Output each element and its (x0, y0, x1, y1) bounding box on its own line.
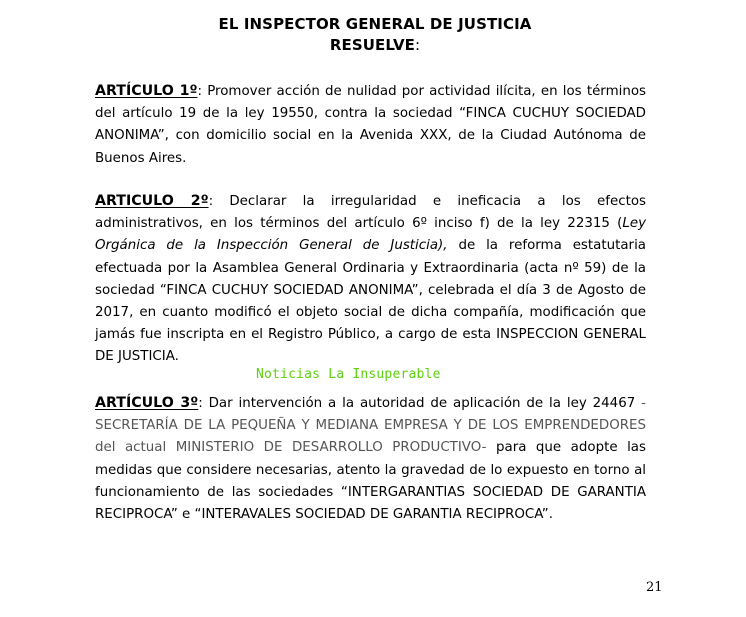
article-3-secretariat: -SECRETARÍA DE LA PEQUEÑA Y MEDIANA EMPRESA Y DE LOS EMPRENDEDORES del actual MINISTERIO DE DESARROLLO PRODUCTIVO- (95, 396, 646, 456)
article-2-text-after: de la reforma estatutaria efectuada por la Asamblea General Ordinaria y Extraordinaria (acta nº 59) de la sociedad “FINCA CUCHUY SOCIEDAD ANONIMA”, celebrada el día 3 de Agosto de 2017, en cuanto modificó el objeto social de dicha compañía, modificación que jamás fue inscripta en el Registro Público, a cargo de esta INSPECCION GENERAL DE JUSTICIA. (95, 238, 646, 365)
article-1 (95, 80, 646, 170)
article-1-heading: ARTÍCULO 1º (95, 83, 198, 99)
article-2-text-before: : Declarar la irregularidad e ineficacia a los efectos administrativos, en los términos del artículo 6º inciso f) de la ley 22315 ( (95, 194, 646, 232)
document-title: EL INSPECTOR GENERAL DE JUSTICIA (218, 15, 532, 33)
article-1-text: : Promover acción de nulidad por actividad ilícita, en los términos del artículo 19 de la ley 19550, contra la sociedad “FINCA CUCHUY SOCIEDAD ANONIMA”, con domicilio social en la Avenida XXX, de la Ciudad Autónoma de Buenos Aires. (95, 84, 646, 166)
resolve-heading (2, 36, 746, 54)
article-3-heading: ARTÍCULO 3º (95, 395, 199, 411)
article-2-heading: ARTICULO 2º (95, 193, 209, 209)
article-2-law-name: Ley Orgánica de la Inspección General de Justicia), (95, 216, 646, 254)
article-3 (95, 392, 646, 526)
resolve-heading-colon: : (415, 36, 421, 54)
article-3-text-after: para que adopte las medidas que considere necesarias, atento la gravedad de lo expuesto en torno al funcionamiento de las sociedades “INTERGARANTIAS SOCIEDAD DE GARANTIA RECIPROCA” e “INTERAVALES SOCIEDAD DE GARANTIA RECIPROCA”. (95, 440, 646, 523)
resolve-heading-text: RESUELVE (329, 36, 416, 54)
watermark-text: Noticias La Insuperable (256, 367, 441, 382)
page-number: 21 (646, 580, 663, 595)
article-2 (95, 190, 646, 369)
article-3-text-before: : Dar intervención a la autoridad de aplicación de la ley 24467 (198, 396, 642, 411)
